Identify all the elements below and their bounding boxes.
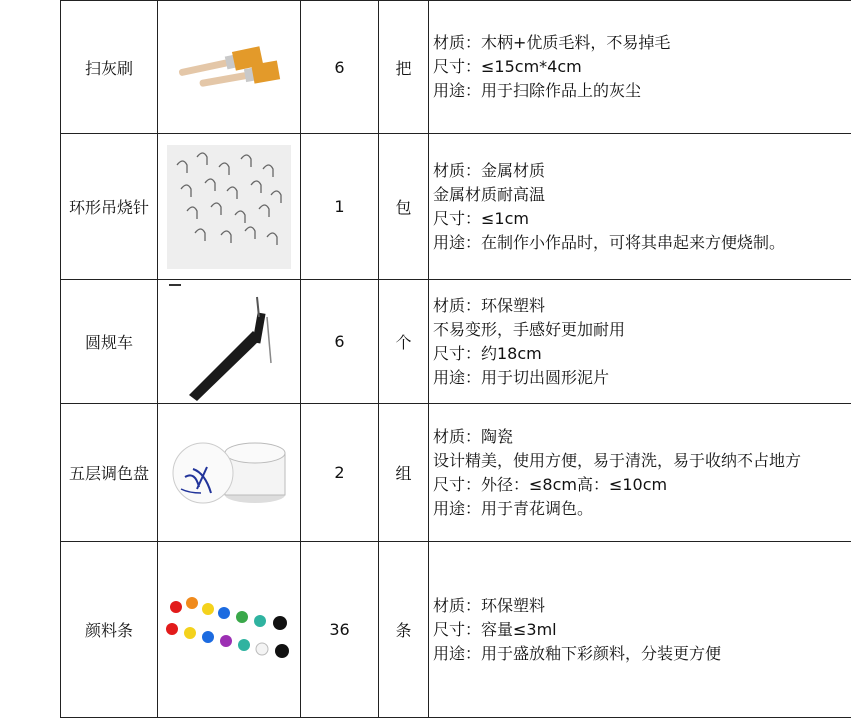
- item-name-cell: 扫灰刷: [61, 1, 158, 134]
- product-table: [60, 0, 851, 718]
- description-line: 材质：陶瓷: [433, 425, 851, 449]
- unit-cell: 个: [379, 280, 429, 404]
- item-image-cell: [158, 404, 301, 542]
- description-line: 用途：用于盛放釉下彩颜料，分装更方便: [433, 642, 851, 666]
- description-line: 材质：木柄+优质毛料，不易掉毛: [433, 31, 851, 55]
- palette-stack-icon: [167, 433, 291, 513]
- item-image-cell: [158, 134, 301, 280]
- description-cell: [429, 134, 851, 280]
- description-line: 材质：环保塑料: [433, 294, 851, 318]
- description-line: 尺寸：容量≤3ml: [433, 618, 851, 642]
- quantity-cell: 2: [301, 404, 379, 542]
- quantity-cell: 6: [301, 280, 379, 404]
- description-line: 设计精美，使用方便，易于清洗，易于收纳不占地方: [433, 449, 851, 473]
- compass-cutter-icon: [159, 283, 299, 401]
- item-name-cell: 圆规车: [61, 280, 158, 404]
- quantity-cell: 36: [301, 542, 379, 718]
- description-line: 尺寸：外径：≤8cm高：≤10cm: [433, 473, 851, 497]
- description-cell: [429, 404, 851, 542]
- quantity-cell: 1: [301, 134, 379, 280]
- item-image-cell: [158, 280, 301, 404]
- item-name-cell: 颜料条: [61, 542, 158, 718]
- description-cell: [429, 1, 851, 134]
- description-line: 尺寸：约18cm: [433, 342, 851, 366]
- table-row: [61, 404, 851, 542]
- hook-pins-icon: [167, 145, 291, 269]
- description-line: 用途：用于青花调色。: [433, 497, 851, 521]
- description-line: 材质：金属材质: [433, 159, 851, 183]
- item-name-cell: 五层调色盘: [61, 404, 158, 542]
- item-name-cell: 环形吊烧针: [61, 134, 158, 280]
- table-row: [61, 134, 851, 280]
- unit-cell: 组: [379, 404, 429, 542]
- unit-cell: 包: [379, 134, 429, 280]
- description-line: 用途：用于扫除作品上的灰尘: [433, 79, 851, 103]
- item-image-cell: [158, 1, 301, 134]
- quantity-cell: 6: [301, 1, 379, 134]
- brush-icon: [169, 37, 289, 97]
- unit-cell: 把: [379, 1, 429, 134]
- description-line: 尺寸：≤1cm: [433, 207, 851, 231]
- table-row: [61, 542, 851, 718]
- description-line: 用途：在制作小作品时，可将其串起来方便烧制。: [433, 231, 851, 255]
- table-row: [61, 1, 851, 134]
- description-line: 尺寸：≤15cm*4cm: [433, 55, 851, 79]
- description-cell: [429, 542, 851, 718]
- item-image-cell: [158, 542, 301, 718]
- description-line: 金属材质耐高温: [433, 183, 851, 207]
- unit-cell: 条: [379, 542, 429, 718]
- paint-pots-icon: [162, 595, 296, 665]
- description-line: 不易变形，手感好更加耐用: [433, 318, 851, 342]
- description-line: 用途：用于切出圆形泥片: [433, 366, 851, 390]
- description-line: 材质：环保塑料: [433, 594, 851, 618]
- table-row: [61, 280, 851, 404]
- description-cell: [429, 280, 851, 404]
